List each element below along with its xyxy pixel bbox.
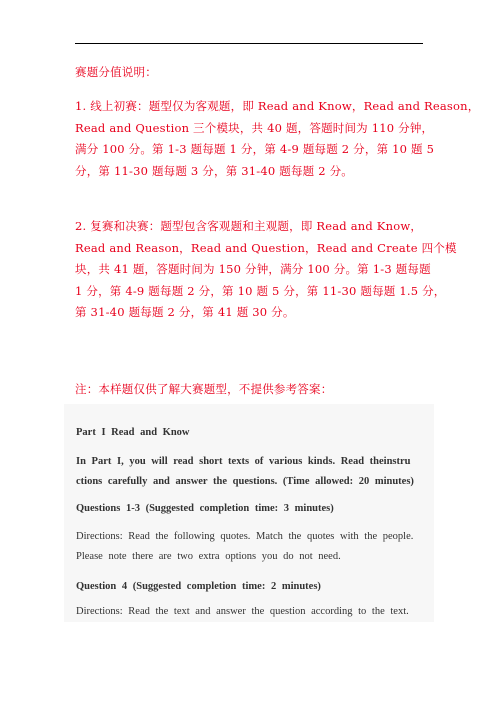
rule-line: 满分 100 分。第 1-3 题每题 1 分，第 4-9 题每题 2 分，第 10 题 5 [75,142,435,156]
rule-line: Read and Question 三个模块，共 40 题，答题时间为 110 分钟， [75,120,434,135]
rule-line: 分，第 11-30 题每题 3 分，第 31-40 题每题 2 分。 [75,163,353,178]
question-4-header: Question 4 (Suggested completion time: 2 minutes) [76,581,321,592]
rule-line: Read and Reason，Read and Question，Read and Create 四个模 [75,240,457,255]
rule-line: 第 31-40 题每题 2 分，第 41 题 30 分。 [75,305,295,319]
directions-line: Directions: Read the following quotes. Match the quotes with the people. [76,531,414,542]
part-description [76,452,422,492]
online-round-rule [75,96,480,182]
questions-1-3-header: Questions 1-3 (Suggested completion time: 3 minutes) [76,503,334,514]
description-line: In Part I, you will read short texts of various kinds. Read theinstru [76,456,411,467]
score-heading: 赛题分值说明： [75,65,157,79]
description-line: ctions carefully and answer the questions. (Time allowed: 20 minutes) [76,476,414,487]
rule-line: 1. 线上初赛：题型仅为客观题，即 Read and Know，Read and Reason， [75,99,480,113]
part-title: Part I Read and Know [76,427,190,438]
header-rule [75,43,423,44]
final-round-rule [75,216,457,324]
rule-line: 块，共 41 题，答题时间为 150 分钟，满分 100 分。第 1-3 题每题 [75,262,431,276]
directions-2: Directions: Read the text and answer the question according to the text. [76,606,409,617]
rule-line: 1 分，第 4-9 题每题 2 分，第 10 题 5 分，第 11-30 题每题 1.5 分， [75,283,446,298]
directions-line: Please note there are two extra options you do not need. [76,551,341,562]
rule-line: 2. 复赛和决赛：题型包含客观题和主观题，即 Read and Know， [75,219,423,233]
directions-1 [76,527,422,567]
sample-note: 注：本样题仅供了解大赛题型，不提供参考答案： [75,382,333,396]
